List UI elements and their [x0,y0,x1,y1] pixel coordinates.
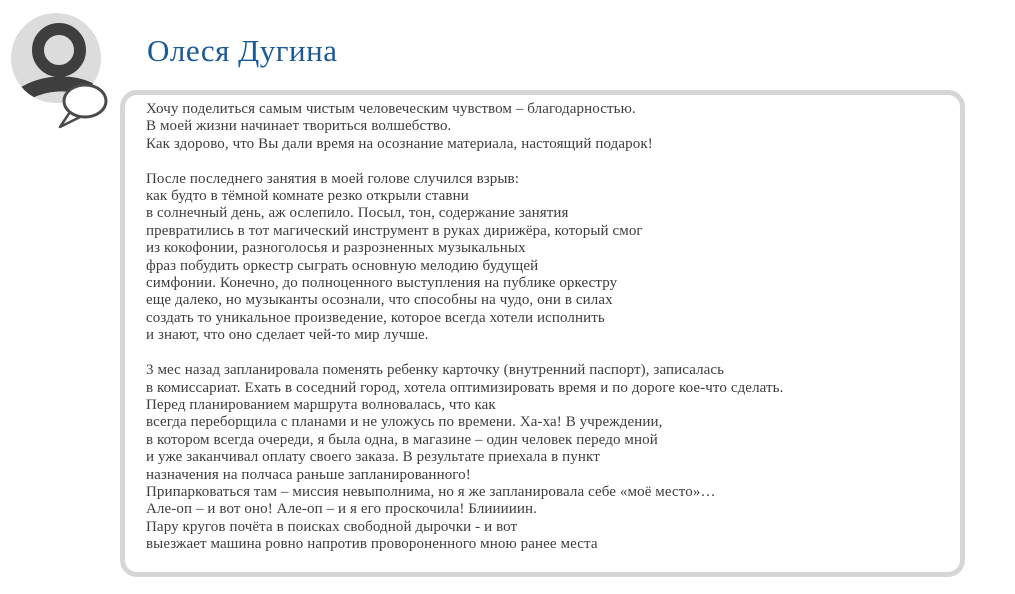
text-line: превратились в тот магический инструмент в руках дирижёра, который смог [146,222,643,239]
text-line: как будто в тёмной комнате резко открыли ставни [146,188,469,205]
text-line: в котором всегда очереди, я была одна, в магазине – один человек передо мной [146,431,658,448]
text-line: Как здорово, что Вы дали время на осознание материала, настоящий подарок! [146,135,653,152]
text-line: и уже заканчивал оплату своего заказа. В результате приехала в пункт [146,449,600,466]
text-line: из кокофонии, разноголосья и разрозненных музыкальных [146,240,526,257]
text-line: и знают, что оно сделает чей-то мир лучше. [146,327,429,344]
text-line: Перед планированием маршрута волновалась, что как [146,396,496,413]
testimonial-card [120,90,965,577]
text-line: фраз побудить оркестр сыграть основную мелодию будущей [146,257,539,274]
text-line: После последнего занятия в моей голове случился взрыв: [146,170,520,187]
text-line [146,153,942,170]
text-line: назначения на полчаса раньше запланированного! [146,466,471,483]
author-name: Олеся Дугина [147,33,338,68]
text-line: еще далеко, но музыканты осознали, что способны на чудо, они в силах [146,292,613,309]
text-line: Припарковаться там – миссия невыполнима, но я же запланировала себе «моё место»… [146,483,716,500]
text-line: всегда переборщила с планами и не уложусь по времени. Ха-ха! В учреждении, [146,414,663,431]
text-line: Але-оп – и вот оно! Але-оп – и я его проскочила! Блииииин. [146,501,538,518]
text-line [146,345,942,362]
text-line: Хочу поделиться самым чистым человеческим чувством – благодарностью. [146,101,636,117]
text-line: создать то уникальное произведение, которое всегда хотели исполнить [146,309,605,326]
testimonial-text [146,101,942,554]
speech-bubble-icon [60,85,106,127]
text-line: выезжает машина ровно напротив провороненного мною ранее места [146,536,598,553]
text-line: в комиссариат. Ехать в соседний город, хотела оптимизировать время и по дороге кое-что сделать. [146,379,784,396]
text-line: Пару кругов почёта в поисках свободной дырочки - и вот [146,518,518,535]
avatar [4,8,112,130]
text-line: В моей жизни начинает твориться волшебство. [146,118,452,135]
text-line: симфонии. Конечно, до полноценного выступления на публике оркестру [146,275,618,292]
person-silhouette-with-speech-bubble-icon [4,8,112,130]
text-line: 3 мес назад запланировала поменять ребенку карточку (внутренний паспорт), записалась [146,362,725,379]
text-line: в солнечный день, аж ослепило. Посыл, тон, содержание занятия [146,205,569,222]
